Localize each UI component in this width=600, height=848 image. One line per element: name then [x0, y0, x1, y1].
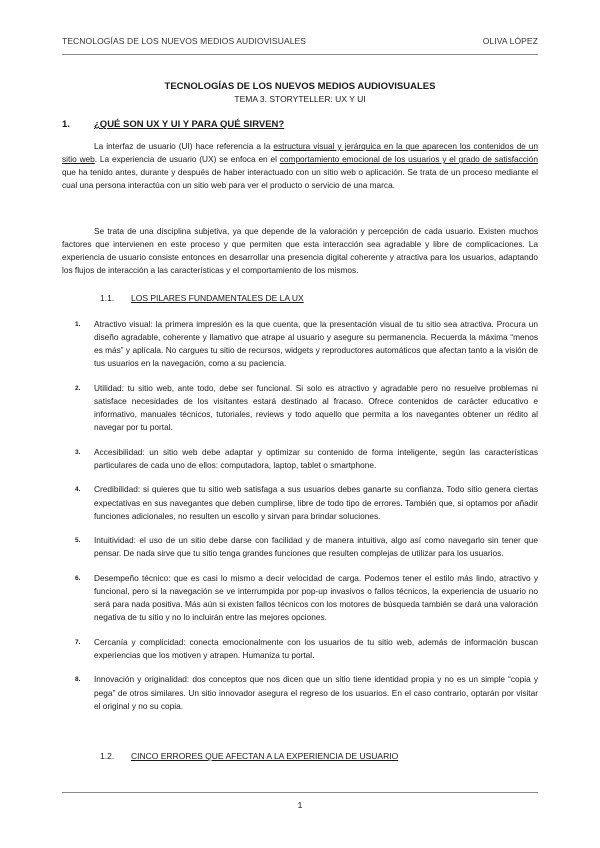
list-item-number: 1.: [75, 321, 81, 328]
section-1-1-number: 1.1.: [100, 293, 115, 303]
paragraph-subjective-discipline: Se trata de una disciplina subjetiva, ya que depende de la valoración y percepción de cada usuario. Existen muchos factores que intervienen en este proceso y que permiten que esta interacción sea agradable y libre de complicaciones. La experiencia de usuario consiste entonces en desarrollar una presencia digital coherente y atractiva para los usuarios, adaptando los flujos de interacción a las características y el comportamiento de los mismos.: [62, 226, 538, 276]
document-title: TECNOLOGÍAS DE LOS NUEVOS MEDIOS AUDIOVISUALES: [164, 81, 436, 92]
list-item-text: Cercanía y complicidad: conecta emocionalmente con los usuarios de tu sitio web, además de información buscan experiencias que los motiven y atrapen. Humaniza tu portal.: [94, 636, 538, 660]
list-item-number: 8.: [75, 676, 81, 684]
list-item-text: Atractivo visual: la primera impresión es la que cuenta, que la presentación visual de tu sitio sea atractiva. Procura un diseño agradable, coherente y llamativo que atrape al usuario y asegure su permanencia. Recuerda la máxima “menos es más” y aplícala. No cargues tu sitio de recursos, widgets y reproductores automáticos que afectan tanto a la visión de tus usuarios en la navegación, como a su paciencia.: [94, 319, 538, 369]
list-item-number: 5.: [75, 537, 81, 545]
list-item-text: Accesibilidad: un sitio web debe adaptar y optimizar su contenido de forma inteligente, según las características particulares de cada uno de ellos: computadora, laptop, tablet o smartphone.: [94, 446, 538, 470]
section-1-1-heading: [100, 293, 304, 303]
p1-underline-2: comportamiento emocional de los usuarios y el grado de satisfacción: [279, 154, 539, 165]
section-1-2-heading: [100, 751, 398, 761]
section-1-1-title: LOS PILARES FUNDAMENTALES DE LA UX: [131, 293, 304, 303]
list-item: [62, 318, 538, 370]
header-course-title: TECNOLOGÍAS DE LOS NUEVOS MEDIOS AUDIOVISUALES: [62, 36, 307, 46]
list-item-number: 7.: [75, 638, 81, 646]
document-subtitle: TEMA 3. STORYTELLER: UX Y UI: [234, 94, 366, 104]
paragraph-ui-ux-definition: [62, 140, 538, 192]
list-item-text: Credibilidad: si quieres que tu sitio web satisfaga a sus usuarios debes ganarte su confianza. Todo sitio genera ciertas expectativas en sus navegantes que deben cumplirse, libre de todo tipo de errores. También que, si optamos por añadir funciones adicionales, no resulten un escollo y sirvan para brindar soluciones.: [94, 484, 538, 521]
page-header: [62, 36, 538, 52]
section-1-number: 1.: [62, 119, 70, 130]
list-item-number: 2.: [75, 384, 81, 392]
header-author: OLIVA LÓPEZ: [482, 36, 538, 46]
list-item: [62, 483, 538, 522]
section-1-2-number: 1.2.: [100, 751, 115, 761]
p1-text-1: La interfaz de usuario (UI) hace referencia a la: [94, 141, 274, 151]
ux-pillars-list: [62, 318, 538, 724]
list-item-text: Desempeño técnico: que es casi lo mismo a decir velocidad de carga. Podemos tener el estilo más lindo, atractivo y funcional, pero si la navegación se ve interrumpida por pop-up invasivos o fallos técnicos, la experiencia de usuario no será para nada positiva. Más aún si existen fallos técnicos con los motores de búsqueda también se dará una valoración negativa de tu sitio y no lo incluirán entre las mejores opciones.: [94, 572, 538, 623]
p1-text-2: . La experiencia de usuario (UX) se enfoca en el: [94, 154, 280, 165]
list-item: [62, 534, 538, 560]
list-item-number: 6.: [75, 574, 81, 582]
section-1-title: ¿QUÉ SON UX Y UI Y PARA QUÉ SIRVEN?: [94, 119, 285, 130]
page-number: 1: [297, 800, 303, 810]
p1-text-3: que ha tenido antes, durante y después de haber interactuado con un sitio web o aplicación. Se trata de un proceso mediante el cual una persona interactúa con un sitio web para ver el producto o servicio de una marca.: [62, 167, 538, 191]
list-item-text: Utilidad: tu sitio web, ante todo, debe ser funcional. Si solo es atractivo y agradable pero no resuelve problemas ni satisface necesidades de los visitantes estará destinado al fracaso. Ofrece contenidos de carácter educativo e informativo, manuales técnicos, tutoriales, reviews y todo aquello que permita a los navegantes obtener un rédito al navegar por tu portal.: [94, 382, 538, 433]
header-divider: [62, 54, 538, 55]
footer-divider: [62, 792, 538, 793]
p1-underline-1: estructura visual y jerárquica en la que aparecen los contenidos de un sitio web: [62, 141, 538, 165]
list-item: [62, 446, 538, 472]
list-item-text: Innovación y originalidad: dos conceptos que nos dicen que un sitio tiene identidad propia y no es un simple “copia y pega” de otros similares. Un sitio innovador asegura el regreso de los usuarios. En el caso contrario, optarán por visitar el original y no su copia.: [94, 674, 538, 711]
list-item: [62, 673, 538, 712]
list-item: [62, 572, 538, 624]
list-item-number: 4.: [75, 486, 81, 494]
list-item: [62, 636, 538, 662]
section-1-2-title: CINCO ERRORES QUE AFECTAN A LA EXPERIENCIA DE USUARIO: [131, 751, 399, 761]
section-1-heading: [62, 119, 284, 130]
list-item-number: 3.: [75, 448, 81, 456]
list-item: [62, 382, 538, 434]
list-item-text: Intuitividad: el uso de un sitio debe darse con facilidad y de manera intuitiva, algo así como navegarlo sin tener que pensar. De nada sirve que tu sitio tenga grandes funciones que resulten complejas de utilizar para los usuarios.: [94, 535, 538, 559]
